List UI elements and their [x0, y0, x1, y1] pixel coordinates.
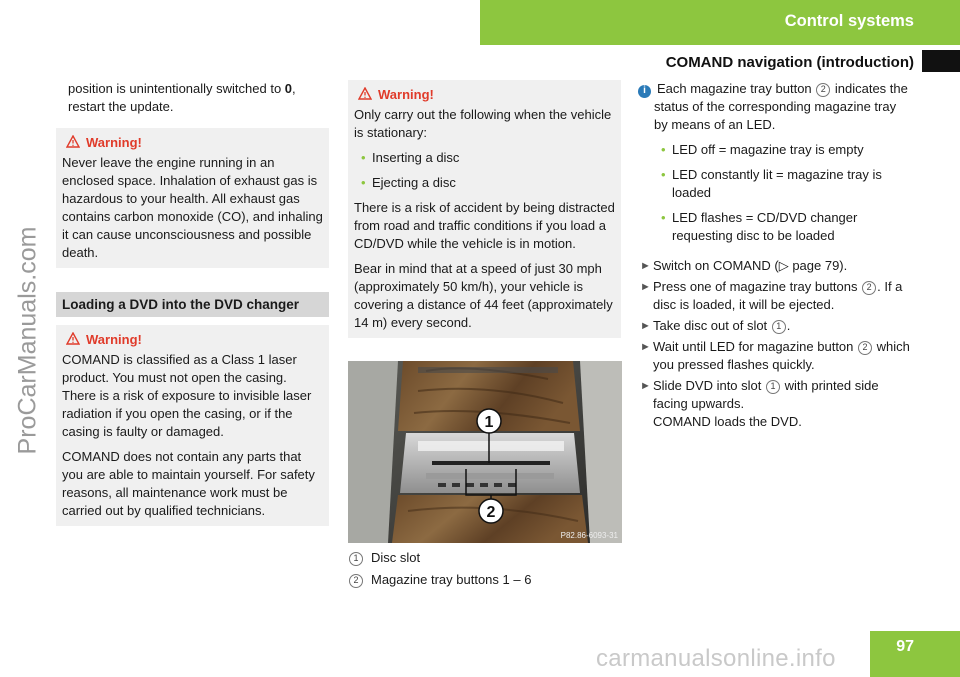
- warning-box-exhaust: [56, 128, 329, 268]
- warning-intro: Only carry out the following when the vehicle is stationary:: [354, 107, 612, 140]
- warning-text: Never leave the engine running in an enclosed space. Inhalation of exhaust gas is hazardous to your health. All exhaust gas contains carbon monoxide (CO), and inhaling it can cause unconsciousness and possible death.: [62, 155, 323, 260]
- step-text: Take disc out of slot: [653, 318, 771, 333]
- callout-number-icon: 1: [772, 320, 786, 334]
- step-item: [638, 317, 912, 335]
- step-arrow-icon: ►: [640, 281, 651, 293]
- photo-code: P82.86-6093-31: [560, 531, 618, 540]
- warning-box-stationary: [348, 80, 621, 338]
- step-item: [638, 257, 912, 275]
- step-text: Press one of magazine tray buttons: [653, 279, 862, 294]
- warning-triangle-icon: [66, 332, 80, 345]
- legend-item: [348, 549, 621, 567]
- step-text: Slide DVD into slot: [653, 378, 765, 393]
- chapter-marker: [922, 50, 960, 72]
- warning-triangle-icon: [66, 135, 80, 148]
- callout-number-icon: 2: [816, 83, 830, 97]
- step-arrow-icon: ►: [640, 320, 651, 332]
- warning-title-text: Warning!: [86, 332, 142, 347]
- step-arrow-icon: ►: [640, 341, 651, 353]
- page-number-box: [870, 631, 960, 677]
- column-right: [638, 80, 912, 434]
- intro-text-b: , restart the update.: [68, 81, 296, 114]
- intro-paragraph: [56, 80, 329, 116]
- bottom-watermark: carmanualsonline.info: [596, 645, 836, 672]
- chapter-title: COMAND navigation (introduction): [665, 54, 914, 71]
- bullet-item: • LED flashes = CD/DVD changer requesting disc to be loaded: [661, 209, 912, 245]
- intro-bold-value: 0: [284, 81, 293, 96]
- bullet-item: • Ejecting a disc: [361, 174, 615, 192]
- photo-illustration: [348, 361, 622, 543]
- step-text: with printed side facing upwards.: [653, 378, 879, 411]
- warning-title: [62, 134, 323, 152]
- dvd-changer-photo: [348, 361, 622, 543]
- section-heading: Loading a DVD into the DVD changer: [56, 292, 329, 317]
- led-status-list: [638, 141, 912, 245]
- step-result-text: COMAND loads the DVD.: [653, 414, 802, 429]
- step-text: . If a disc is loaded, it will be ejected.: [653, 279, 903, 312]
- warning-title-text: Warning!: [378, 87, 434, 102]
- step-item: [638, 377, 912, 431]
- callout-number-icon: 1: [766, 380, 780, 394]
- warning-text: Bear in mind that at a speed of just 30 mph (approximately 50 km/h), your vehicle is covering a distance of 44 feet (approximately 14 m) every second.: [354, 261, 613, 330]
- info-text-a: Each magazine tray button: [657, 81, 816, 96]
- warning-text: COMAND does not contain any parts that you are able to maintain yourself. For safety reasons, all maintenance work must be carried out by qualified technicians.: [62, 449, 315, 518]
- step-text: which you pressed flashes quickly.: [653, 339, 910, 372]
- warning-title-text: Warning!: [86, 135, 142, 150]
- info-icon: i: [638, 85, 651, 98]
- step-item: [638, 338, 912, 374]
- callout-number-icon: 1: [349, 552, 363, 566]
- callout-2: 2: [486, 504, 496, 521]
- step-text: Switch on COMAND (: [653, 258, 779, 273]
- step-arrow-icon: ►: [640, 260, 651, 272]
- info-note: [638, 80, 912, 134]
- step-item: [638, 278, 912, 314]
- callout-number-icon: 2: [349, 574, 363, 588]
- legend-item: [348, 571, 621, 589]
- callout-number-icon: 2: [858, 341, 872, 355]
- bullet-item: • LED constantly lit = magazine tray is loaded: [661, 166, 912, 202]
- legend-text: Disc slot: [371, 550, 421, 565]
- step-text: .: [786, 318, 791, 333]
- warning-title: [62, 331, 323, 349]
- warning-triangle-icon: [358, 87, 372, 100]
- bullet-item: • Inserting a disc: [361, 149, 615, 167]
- column-middle: [348, 80, 621, 338]
- bullet-item: • LED off = magazine tray is empty: [661, 141, 912, 159]
- section-title: Control systems: [784, 12, 914, 30]
- column-left: [56, 80, 329, 526]
- intro-text-a: position is unintentionally switched to: [68, 81, 285, 96]
- step-text: Wait until LED for magazine button: [653, 339, 858, 354]
- legend-text: Magazine tray buttons 1 – 6: [371, 572, 532, 587]
- page-ref-arrow-icon: ▷: [778, 258, 789, 273]
- callout-1: 1: [484, 414, 494, 431]
- warning-title: [354, 86, 615, 104]
- info-text-b: indicates the status of the corresponding magazine tray by means of an LED.: [654, 81, 908, 132]
- callout-number-icon: 2: [862, 281, 876, 295]
- step-arrow-icon: ►: [640, 380, 651, 392]
- instruction-steps: [638, 257, 912, 431]
- page-number: 97: [896, 638, 914, 655]
- warning-text: There is a risk of accident by being distracted from road and traffic conditions if you load a CD/DVD while the vehicle is in motion.: [354, 200, 615, 251]
- warning-box-laser: [56, 325, 329, 526]
- step-text: page 79).: [788, 258, 848, 273]
- side-watermark: ProCarManuals.com: [13, 226, 42, 455]
- warning-text: COMAND is classified as a Class 1 laser product. You must not open the casing. There is a risk of exposure to invisible laser radiation if you open the casing, or if the casing is faulty or damaged.: [62, 352, 312, 439]
- photo-legend: [348, 549, 621, 593]
